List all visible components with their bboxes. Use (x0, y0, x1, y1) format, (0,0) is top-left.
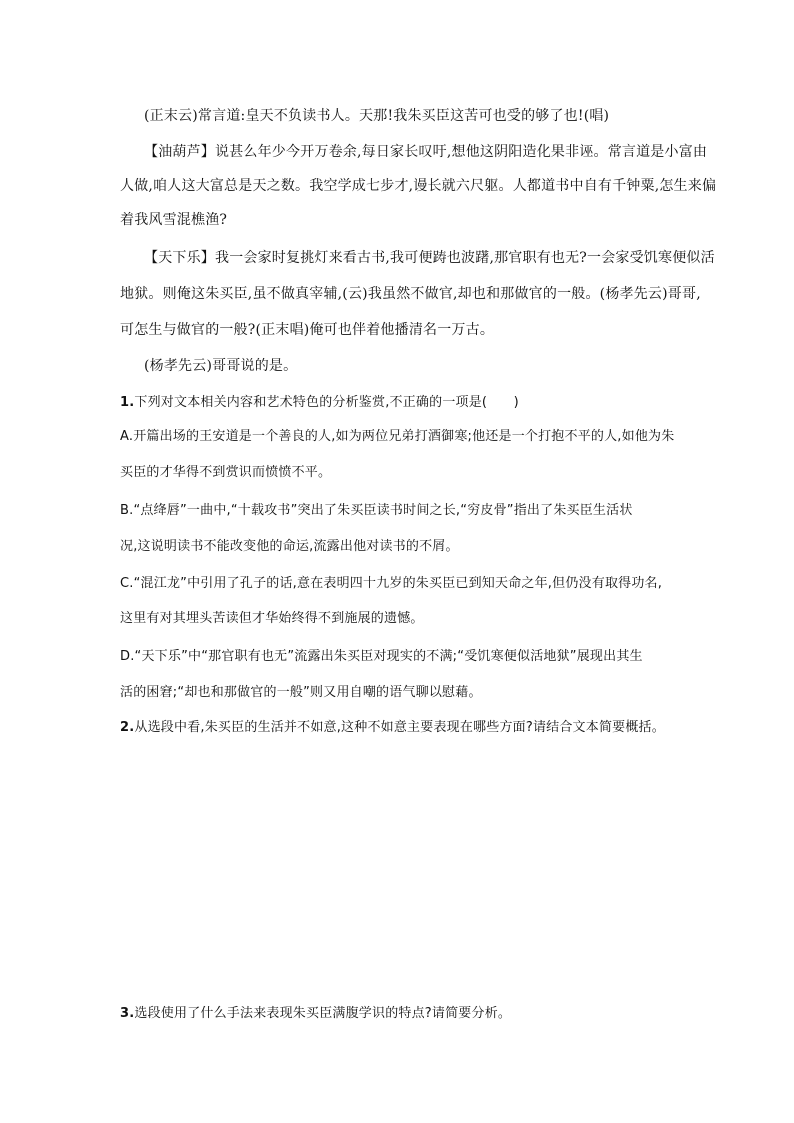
question-2-number: 2. (120, 720, 135, 735)
question-2-stem (120, 719, 690, 736)
passage-paragraph-2-line-3: 着我风雪混樵渔? (120, 212, 228, 228)
passage-paragraph-1: (正末云)常言道:皇天不负读书人。天那!我朱买臣这苦可也受的够了也!(唱) (144, 108, 610, 124)
question-1-option-a-line-2: 买臣的才华得不到赏识而愤愤不平。 (120, 465, 332, 480)
question-1-number: 1. (120, 395, 135, 410)
question-3-number: 3. (120, 1006, 135, 1021)
question-1-text: 下列对文本相关内容和艺术特色的分析鉴赏,不正确的一项是( ) (134, 395, 519, 410)
question-1-option-d-line-1: D.“天下乐”中“那官职有也无”流露出朱买臣对现实的不满;“受饥寒便似活地狱”展现出其生 (120, 649, 643, 664)
question-3-stem (120, 1005, 690, 1022)
passage-paragraph-4: (杨孝先云)哥哥说的是。 (144, 358, 298, 374)
passage-paragraph-3-line-1: 【天下乐】我一会家时复挑灯来看古书,我可便踌也波躇,那官职有也无?一会家受饥寒便似活 (144, 250, 715, 266)
passage-paragraph-3-line-3: 可怎生与做官的一般?(正末唱)俺可也伴着他播清名一万古。 (120, 322, 495, 338)
passage-paragraph-2-line-2: 人做,咱人这大富总是天之数。我空学成七步才,谩长就六尺躯。人都道书中自有千钟粟,怎生来偏 (120, 178, 717, 194)
question-1-option-b-line-2: 况,这说明读书不能改变他的命运,流露出他对读书的不屑。 (120, 539, 459, 554)
question-1-stem (120, 394, 690, 411)
question-1-option-c-line-2: 这里有对其埋头苦读但才华始终得不到施展的遗憾。 (120, 611, 424, 626)
question-1-option-d-line-2: 活的困窘;“却也和那做官的一般”则又用自嘲的语气聊以慰藉。 (120, 685, 482, 700)
passage-paragraph-2-line-1: 【油葫芦】说甚么年少今开万卷余,每日家长叹吁,想他这阴阳造化果非诬。常言道是小富由 (144, 144, 708, 160)
question-1-option-b-line-1: B.“点绛唇”一曲中,“十载攻书”突出了朱买臣读书时间之长,“穷皮骨”指出了朱买臣生活状 (120, 503, 633, 518)
question-1-option-c-line-1: C.“混江龙”中引用了孔子的话,意在表明四十九岁的朱买臣已到知天命之年,但仍没有取得功名, (120, 576, 663, 591)
question-2-text: 从选段中看,朱买臣的生活并不如意,这种不如意主要表现在哪些方面?请结合文本简要概括。 (134, 720, 665, 735)
passage-paragraph-3-line-2: 地狱。则俺这朱买臣,虽不做真宰辅,(云)我虽然不做官,却也和那做官的一般。(杨孝先云)哥哥, (120, 286, 701, 302)
question-3-text: 选段使用了什么手法来表现朱买臣满腹学识的特点?请简要分析。 (134, 1006, 512, 1021)
question-1-option-a-line-1: A.开篇出场的王安道是一个善良的人,如为两位兄弟打酒御寒;他还是一个打抱不平的人,如他为朱 (120, 429, 675, 444)
